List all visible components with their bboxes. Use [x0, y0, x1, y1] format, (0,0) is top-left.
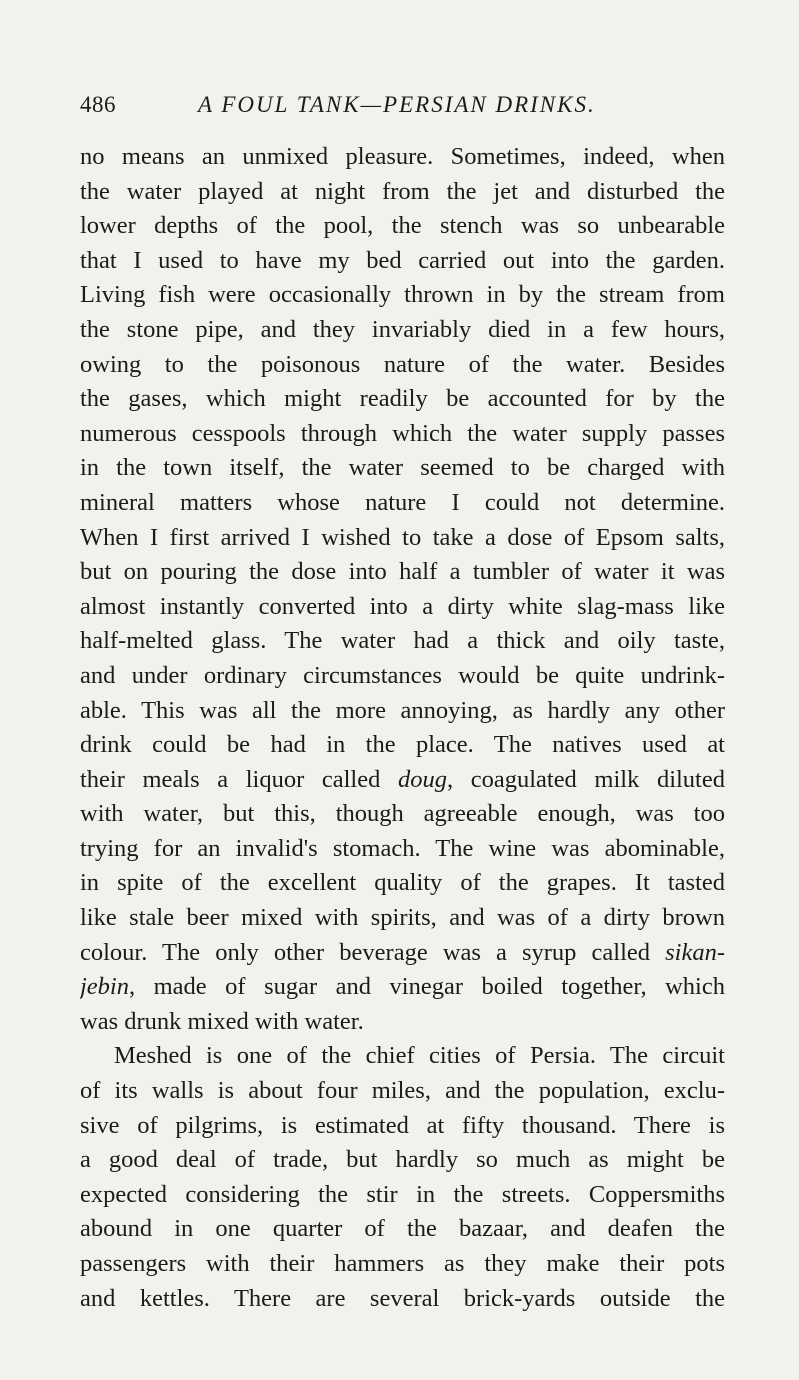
- italic-term: doug: [397, 765, 447, 793]
- text-line: [80, 1178, 725, 1213]
- line-text: in spite of the excellent quality of the grapes. It tasted: [80, 869, 725, 897]
- line-text: , coagulated milk diluted: [446, 765, 725, 793]
- line-text: Living fish were occasionally thrown in by the stream from: [80, 281, 725, 309]
- text-line: [80, 1212, 725, 1247]
- italic-term: jebin: [80, 973, 129, 1001]
- line-text: passengers with their hammers as they make their pots: [80, 1250, 725, 1277]
- running-head: [80, 92, 725, 122]
- text-line: [80, 313, 725, 348]
- line-text: colour. The only other beverage was a syrup called: [80, 938, 666, 966]
- line-text: lower depths of the pool, the stench was so unbearable: [80, 212, 725, 240]
- text-line: [80, 486, 725, 521]
- text-line: [80, 590, 725, 625]
- body-text: [80, 140, 725, 1316]
- line-text: When I first arrived I wished to take a dose of Epsom salts,: [80, 523, 725, 551]
- line-text: numerous cesspools through which the water supply passes: [80, 419, 725, 447]
- line-text: and under ordinary circumstances would be quite undrink-: [80, 661, 725, 689]
- line-text: like stale beer mixed with spirits, and was of a dirty brown: [80, 904, 725, 932]
- text-line: [80, 659, 725, 694]
- text-line: [80, 555, 725, 590]
- line-text: the gases, which might readily be accounted for by the: [80, 385, 725, 413]
- text-line: [80, 348, 725, 383]
- text-line: [80, 1005, 725, 1040]
- text-line: [80, 1143, 725, 1178]
- text-line: [80, 209, 725, 244]
- text-line: [80, 694, 725, 729]
- line-text: drink could be had in the place. The natives used at: [80, 731, 725, 759]
- line-text: almost instantly converted into a dirty white slag-mass like: [80, 592, 725, 620]
- text-line: [80, 624, 725, 659]
- running-title: A FOUL TANK—PERSIAN DRINKS.: [198, 92, 596, 117]
- line-text: that I used to have my bed carried out into the garden.: [80, 246, 725, 274]
- text-line: [80, 901, 725, 936]
- line-text: sive of pilgrims, is estimated at fifty thousand. There is: [80, 1111, 725, 1139]
- text-line: [80, 451, 725, 486]
- line-text: and kettles. There are several brick-yards outside the: [80, 1284, 725, 1312]
- line-text: was drunk mixed with water.: [80, 1007, 364, 1035]
- line-text: but on pouring the dose into half a tumbler of water it was: [80, 558, 725, 586]
- line-text: owing to the poisonous nature of the water. Besides: [80, 350, 725, 378]
- line-text: no means an unmixed pleasure. Sometimes, indeed, when: [80, 143, 725, 170]
- line-text: with water, but this, though agreeable enough, was too: [80, 800, 725, 828]
- line-text: able. This was all the more annoying, as hardly any other: [80, 696, 725, 724]
- text-line: [80, 832, 725, 867]
- text-line: [80, 1074, 725, 1109]
- italic-term: sikan-: [665, 938, 725, 966]
- text-line: [80, 382, 725, 417]
- line-text: of its walls is about four miles, and the population, exclu-: [80, 1077, 725, 1105]
- text-line: [80, 1039, 725, 1074]
- text-line: [80, 175, 725, 210]
- text-line: [80, 728, 725, 763]
- text-line: [80, 763, 725, 798]
- line-text: a good deal of trade, but hardly so much as might be: [80, 1146, 725, 1174]
- text-line: [80, 140, 725, 175]
- line-text: half-melted glass. The water had a thick and oily taste,: [80, 627, 725, 655]
- text-line: [80, 866, 725, 901]
- line-text: the stone pipe, and they invariably died in a few hours,: [80, 315, 725, 343]
- text-line: [80, 797, 725, 832]
- line-text: their meals a liquor called: [80, 765, 398, 793]
- text-line: [80, 244, 725, 279]
- text-line: [80, 1247, 725, 1282]
- line-text: mineral matters whose nature I could not determine.: [80, 488, 725, 516]
- line-text: in the town itself, the water seemed to be charged with: [80, 454, 725, 482]
- line-text: , made of sugar and vinegar boiled together, which: [129, 973, 725, 1001]
- text-line: [80, 417, 725, 452]
- text-line: [80, 1109, 725, 1144]
- text-line: [80, 278, 725, 313]
- line-text: expected considering the stir in the streets. Coppersmiths: [80, 1180, 725, 1208]
- line-text: Meshed is one of the chief cities of Persia. The circuit: [114, 1042, 725, 1070]
- line-text: trying for an invalid's stomach. The wine was abominable,: [80, 834, 725, 862]
- text-line: [80, 1282, 725, 1317]
- text-line: [80, 936, 725, 971]
- line-text: abound in one quarter of the bazaar, and deafen the: [80, 1215, 725, 1243]
- page-number: 486: [80, 92, 116, 117]
- text-line: [80, 970, 725, 1005]
- text-line: [80, 521, 725, 556]
- line-text: the water played at night from the jet and disturbed the: [80, 177, 725, 205]
